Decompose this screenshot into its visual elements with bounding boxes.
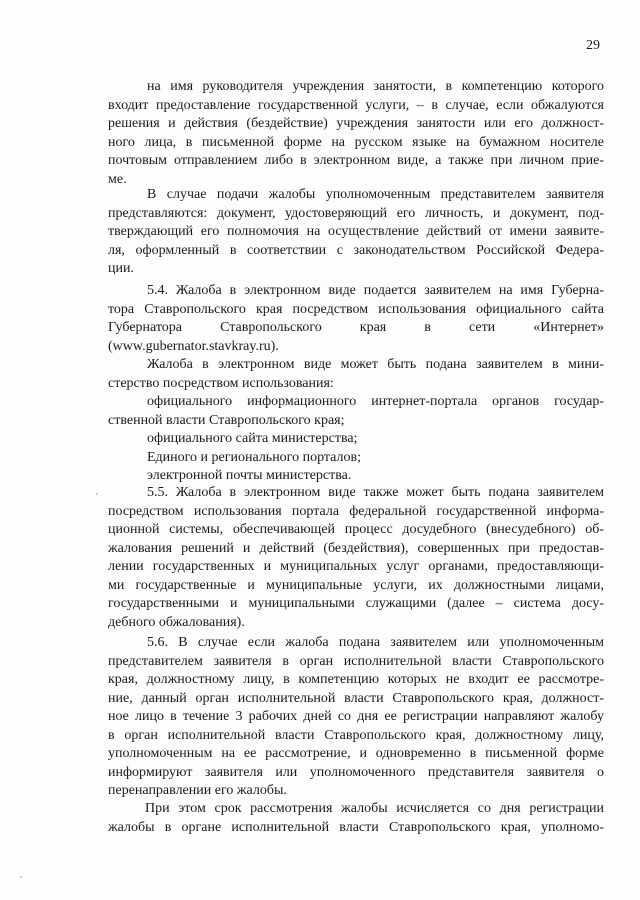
text-line: Губернатора Ставропольского края в сети «Интернет» [108, 320, 604, 335]
text-line: ное лицо в течение 3 рабочих дней со дня ее регистрации направляют жалобу [108, 709, 604, 724]
text-line: на имя руководителя учреждения занятости, в компетенцию которого [147, 79, 604, 94]
text-line: 5.6. В случае если жалоба подана заявителем или уполномоченным [147, 635, 604, 650]
text-line: жалования решений и действий (бездействия), совершенных при предостав- [108, 540, 604, 556]
text-line: ственной власти Ставропольского края; [108, 412, 345, 428]
paragraph-p-5-4 [108, 282, 604, 486]
text-line: При этом срок рассмотрения жалобы исчисляется со дня регистрации [145, 801, 604, 816]
scan-speck [20, 876, 22, 878]
text-line: информируют заявителя или уполномоченного представителя заявителя о [108, 764, 604, 780]
text-line: входит предоставление государственной услуги, – в случае, если обжалуются [108, 97, 604, 113]
text-line: ции. [108, 261, 134, 276]
paragraph-p-5-6 [108, 634, 604, 801]
text-line: ционной системы, обеспечивающей процесс досудебного (внесудебного) об- [108, 522, 604, 537]
text-line: в орган исполнительной власти Ставропольского края, должностному лицу, [108, 727, 604, 743]
text-line: лении государственных и муниципальных услуг органами, предоставляющи- [108, 559, 604, 574]
text-line: Жалоба в электронном виде может быть подана заявителем в мини- [147, 357, 604, 372]
text-line: официального сайта министерства; [147, 431, 358, 446]
paragraph-p-representative [108, 186, 604, 279]
text-line: государственными и муниципальными служащими (далее – система досу- [108, 596, 604, 611]
text-line: электронной почты министерства. [147, 468, 352, 483]
text-line: 5.4. Жалоба в электронном виде подается заявителем на имя Губерна- [147, 283, 604, 298]
text-line: ля, оформленный в соответствии с законодательством Российской Федера- [108, 242, 604, 258]
text-line: тверждающий его полномочия на осуществление действий от имени заявите- [108, 224, 604, 239]
text-line: ми государственные и муниципальные услуги, их должностными лицами, [108, 577, 604, 593]
text-line: представителем заявителя в орган исполнительной власти Ставропольского [108, 653, 604, 669]
text-line: решения и действия (бездействие) учреждения занятости или его должност- [108, 116, 604, 131]
text-line: представляются: документ, удостоверяющий его личность, и документ, под- [108, 205, 604, 221]
text-line: края, должностному лицу, в компетенцию которых не входит ее рассмотре- [108, 672, 604, 687]
text-line: посредством использования портала федеральной государственной информа- [108, 503, 604, 519]
text-line: почтовым отправлением либо в электронном виде, а также при личном прие- [108, 153, 604, 168]
text-line: тора Ставропольского края посредством использования официального сайта [108, 301, 604, 317]
text-line: 5.5. Жалоба в электронном виде также может быть подана заявителем [147, 485, 604, 500]
paragraph-p-term [108, 800, 604, 837]
paragraph-p-5-5 [108, 484, 604, 632]
text-line: перенаправлении его жалобы. [108, 783, 287, 798]
text-line: ние, данный орган исполнительной власти Ставропольского края, должност- [108, 690, 604, 706]
text-line: стерство посредством использования: [108, 375, 334, 391]
text-line: жалобы в органе исполнительной власти Ставропольского края, уполномо- [108, 819, 604, 835]
page-number: 29 [586, 38, 600, 53]
text-line: В случае подачи жалобы уполномоченным представителем заявителя [147, 187, 604, 202]
text-line: ме. [108, 171, 127, 187]
text-line: (www.gubernator.stavkray.ru). [108, 338, 279, 354]
paragraph-p-intro [108, 78, 604, 189]
text-line: Единого и регионального порталов; [147, 449, 361, 465]
scan-speck [96, 493, 98, 495]
text-line: ного лица, в письменной форме на русском языке на бумажном носителе [108, 134, 604, 150]
text-line: дебного обжалования). [108, 614, 245, 630]
text-line: уполномоченным на ее рассмотрение, и одновременно в письменной форме [108, 746, 604, 761]
text-line: официального информационного интернет-портала органов государ- [147, 394, 604, 409]
